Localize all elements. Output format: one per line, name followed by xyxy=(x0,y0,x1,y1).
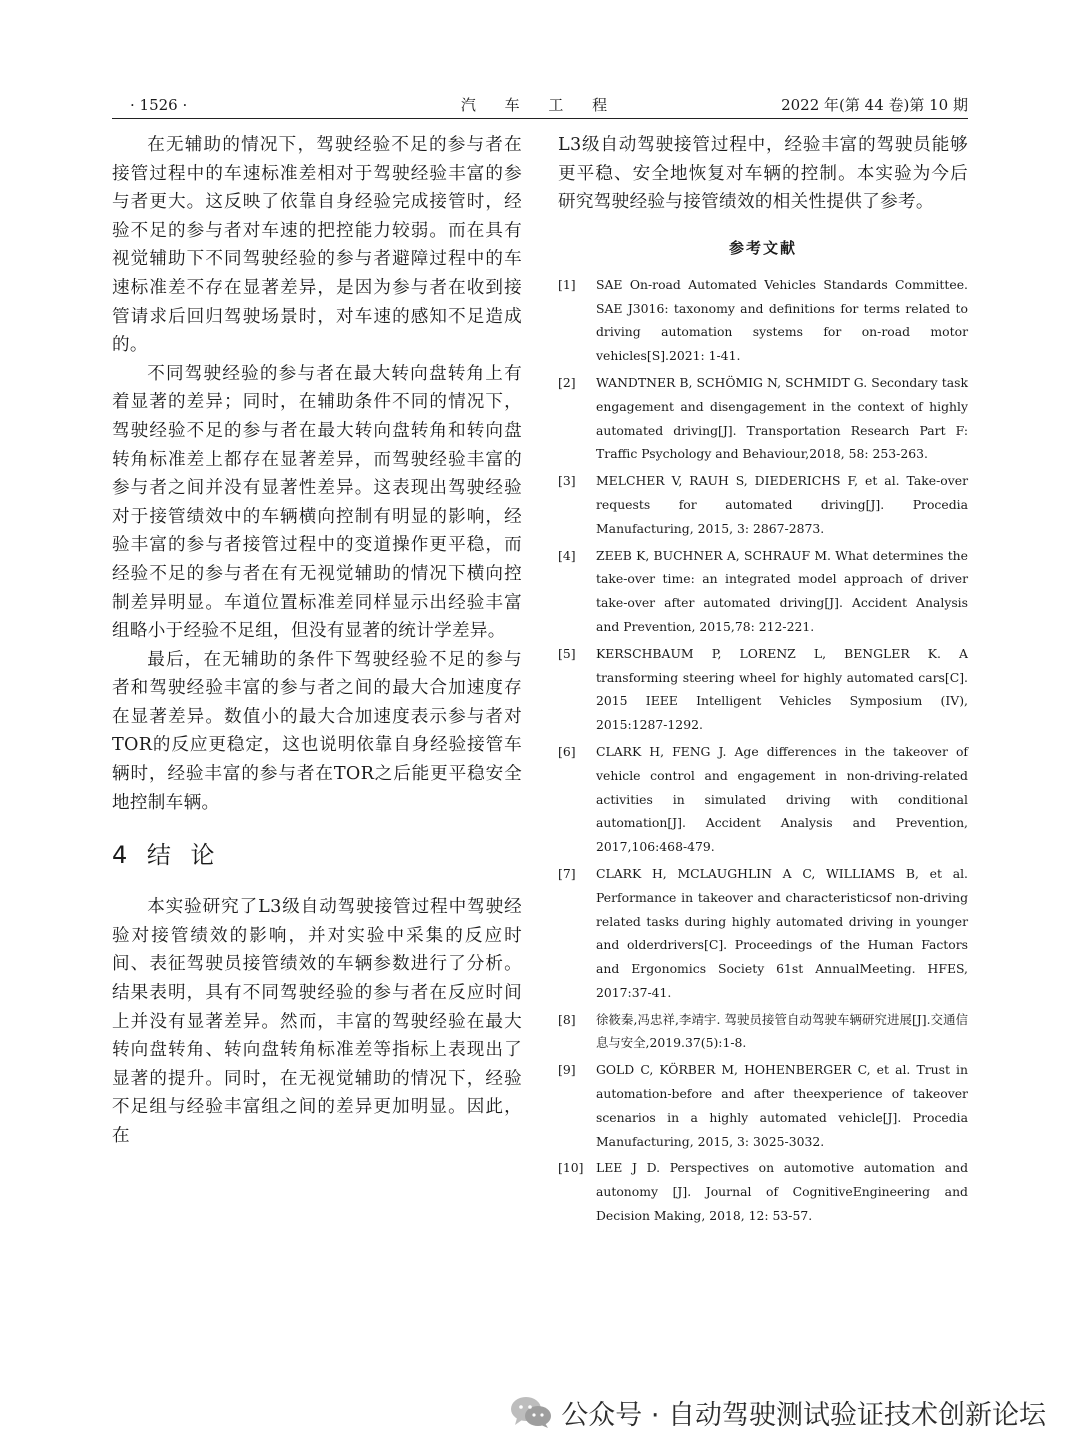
reference-item xyxy=(558,1156,968,1227)
left-column xyxy=(112,131,522,1151)
reference-list xyxy=(558,273,968,1228)
continuation-paragraph: L3级自动驾驶接管过程中，经验丰富的驾驶员能够更平稳、安全地恢复对车辆的控制。本实验为今后研究驾驶经验与接管绩效的相关性提供了参考。 xyxy=(558,135,968,213)
section-title: 4 结 论 xyxy=(112,841,221,870)
wechat-icon xyxy=(509,1395,553,1429)
journal-name: 汽 车 工 程 xyxy=(460,96,620,114)
page-header xyxy=(112,94,968,119)
watermark-text: 公众号 · 自动驾驶测试验证技术创新论坛 xyxy=(561,1399,1046,1431)
body-paragraph: 最后，在无辅助的条件下驾驶经验不足的参与者和驾驶经验丰富的参与者之间的最大合加速度存在显著差异。数值小的最大合加速度表示参与者对TOR的反应更稳定，这也说明依靠自身经验接管车辆时，经验丰富的参与者在TOR之后能更平稳安全地控制车辆。 xyxy=(112,649,522,813)
reference-text: KERSCHBAUM P, LORENZ L, BENGLER K. A transforming steering wheel for highly automated cars[C]. 2015 IEEE Intelligent Vehicles Symposium (IV), 2015:1287-1292. xyxy=(596,645,968,733)
reference-text: CLARK H, MCLAUGHLIN A C, WILLIAMS B, et al. Performance in takeover and characteristicsof non-driving related tasks during highly automated driving in younger and olderdrivers[C]. Proceedings of the Human Factors and Ergonomics Society 61st AnnualMeeting. HFES, 2017:37-41. xyxy=(596,865,968,1000)
reference-number: [9] xyxy=(558,1062,576,1078)
reference-item xyxy=(558,862,968,1005)
reference-text: ZEEB K, BUCHNER A, SCHRAUF M. What determines the take-over time: an integrated model approach of driver take-over after automated driving[J]. Accident Analysis and Prevention, 2015,78: 212-221. xyxy=(596,547,968,634)
reference-text: GOLD C, KÖRBER M, HOHENBERGER C, et al. Trust in automation-before and after theexperience of takeover scenarios in a highly automated vehicle[J]. Procedia Manufacturing, 2015, 3: 3025-3032. xyxy=(596,1062,968,1149)
reference-item xyxy=(558,371,968,466)
reference-number: [6] xyxy=(558,743,576,759)
reference-number: [5] xyxy=(558,645,576,661)
reference-item xyxy=(558,740,968,859)
reference-number: [3] xyxy=(558,473,576,489)
reference-item xyxy=(558,1058,968,1153)
reference-text: 徐筱秦,冯忠祥,李靖宇. 驾驶员接管自动驾驶车辆研究进展[J].交通信息与安全,2019.37(5):1-8. xyxy=(596,1011,968,1051)
reference-number: [10] xyxy=(558,1160,584,1176)
reference-item xyxy=(558,642,968,737)
page-number: · 1526 · xyxy=(130,96,188,114)
body-paragraph: 不同驾驶经验的参与者在最大转向盘转角上有着显著的差异；同时，在辅助条件不同的情况下，驾驶经验不足的参与者在最大转向盘转角和转向盘转角标准差上都存在显著差异，而驾驶经验丰富的参与者之间并没有显著性差异。这表现出驾驶经验对于接管绩效中的车辆横向控制有明显的影响，经验丰富的参与者接管过程中的变道操作更平稳，而经验不足的参与者在有无视觉辅助的情况下横向控制差异明显。车道位置标准差同样显示出经验丰富组略小于经验不足组，但没有显著的统计学差异。 xyxy=(112,363,522,642)
reference-text: SAE On-road Automated Vehicles Standards Committee. SAE J3016: taxonomy and definitions for terms related to driving automation systems for on-road motor vehicles[S].2021: 1-41. xyxy=(596,276,968,364)
watermark xyxy=(509,1392,1046,1432)
references-heading: 参考文献 xyxy=(728,238,797,257)
reference-text: MELCHER V, RAUH S, DIEDERICHS F, et al. Take-over requests for automated driving[J]. Procedia Manufacturing, 2015, 3: 2867-2873. xyxy=(596,473,968,536)
reference-number: [7] xyxy=(558,865,576,881)
issue-info: 2022 年(第 44 卷)第 10 期 xyxy=(781,96,968,114)
reference-text: WANDTNER B, SCHÖMIG N, SCHMIDT G. Secondary task engagement and disengagement in the context of highly automated driving[J]. Transportation Research Part F: Traffic Psychology and Behaviour,2018, 58: 253-263. xyxy=(596,374,968,462)
conclusion-paragraph: 本实验研究了L3级自动驾驶接管过程中驾驶经验对接管绩效的影响，并对实验中采集的反应时间、表征驾驶员接管绩效的车辆参数进行了分析。结果表明，具有不同驾驶经验的参与者在反应时间上并没有显著差异。然而，丰富的驾驶经验在最大转向盘转角、转向盘转角标准差等指标上表现出了显著的提升。同时，在无视觉辅助的情况下，经验不足组与经验丰富组之间的差异更加明显。因此，在 xyxy=(112,897,522,1146)
reference-text: CLARK H, FENG J. Age differences in the takeover of vehicle control and engagement in non-driving-related activities in simulated driving with conditional automation[J]. Accident Analysis and Prevention, 2017,106:468-479. xyxy=(596,743,968,855)
right-column xyxy=(558,131,968,1231)
reference-text: LEE J D. Perspectives on automotive automation and autonomy [J]. Journal of CognitiveEngineering and Decision Making, 2018, 12: 53-57. xyxy=(596,1160,968,1224)
reference-item xyxy=(558,544,968,639)
reference-number: [4] xyxy=(558,547,576,563)
reference-number: [2] xyxy=(558,374,576,390)
reference-item xyxy=(558,469,968,540)
body-paragraph: 在无辅助的情况下，驾驶经验不足的参与者在接管过程中的车速标准差相对于驾驶经验丰富的参与者更大。这反映了依靠自身经验完成接管时，经验不足的参与者对车速的把控能力较弱。而在具有视觉辅助下不同驾驶经验的参与者避障过程中的车速标准差不存在显著差异，是因为参与者在收到接管请求后回归驾驶场景时，对车速的感知不足造成的。 xyxy=(112,135,522,356)
reference-item xyxy=(558,1008,968,1056)
reference-item xyxy=(558,273,968,368)
reference-number: [8] xyxy=(558,1011,576,1027)
reference-number: [1] xyxy=(558,276,576,292)
